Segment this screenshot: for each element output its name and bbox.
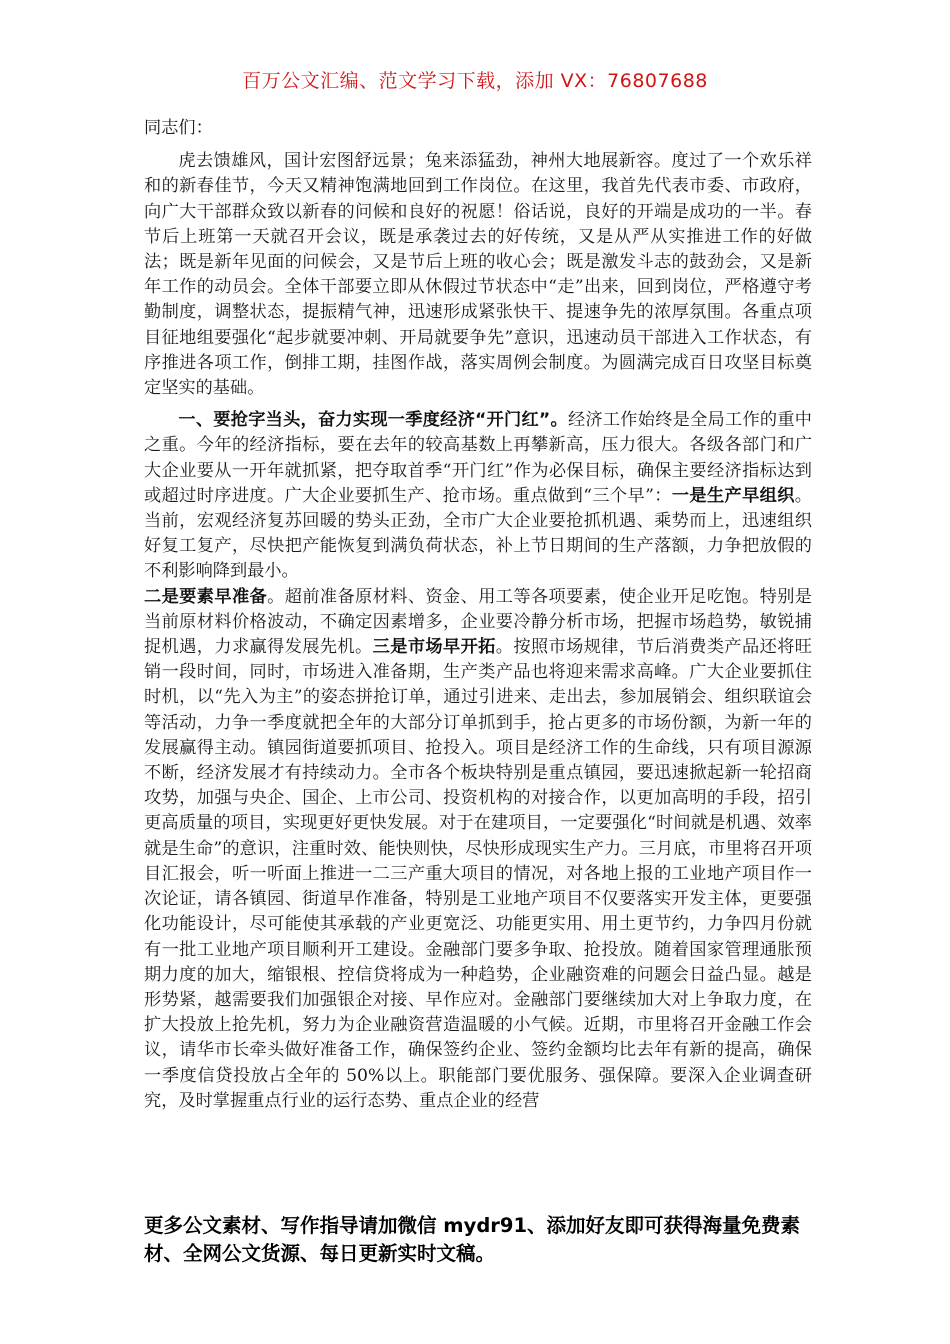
point-3-heading: 三是市场早开拓: [372, 637, 496, 658]
section-1-paragraph: [144, 408, 812, 1114]
greeting: 同志们：: [144, 118, 213, 138]
point-2-text: 。超前准备原材料、资金、用工等各项要素，使企业开足吃饱。特别是当前原材料价格波动，不确定因素增多，企业要冷静分析市场，把握市场趋势，敏锐捕捉机遇，力求赢得发展先机。: [144, 586, 812, 658]
point-3-text: 。按照市场规律，节后消费类产品还将旺销一段时间，同时，市场进入准备期，生产类产品也将迎来需求高峰。广大企业要抓住时机，以“先入为主”的姿态拼抢订单，通过引进来、走出去，参加展销会、组织联谊会等活动，力争一季度就把全年的大部分订单抓到手，抢占更多的市场份额，为新一年的发展赢得主动。镇园街道要抓项目、抢投入。项目是经济工作的生命线，只有项目源源不断，经济发展才有持续动力。全市各个板块特别是重点镇园，要迅速掀起新一轮招商攻势，加强与央企、国企、上市公司、投资机构的对接合作，以更加高明的手段，招引更高质量的项目，实现更好更快发展。对于在建项目，一定要强化“时间就是机遇、效率就是生命”的意识，注重时效、能快则快，尽快形成现实生产力。三月底，市里将召开项目汇报会，听一听面上推进一二三产重大项目的情况，对各地上报的工业地产项目作一次论证，请各镇园、街道早作准备，特别是工业地产项目不仅要落实开发主体，更要强化功能设计，尽可能使其承载的产业更宽泛、功能更实用、用土更节约，力争四月份就有一批工业地产项目顺利开工建设。金融部门要多争取、抢投放。随着国家管理通胀预期力度的加大，缩银根、控信贷将成为一种趋势，企业融资难的问题会日益凸显。越是形势紧，越需要我们加强银企对接、早作应对。金融部门要继续加大对上争取力度，在扩大投放上抢先机，努力为企业融资营造温暖的小气候。近期，市里将召开金融工作会议，请华市长牵头做好准备工作，确保签约企业、签约金额均比去年有新的提高，确保一季度信贷投放占全年的 50%以上。职能部门要优服务、强保障。要深入企业调查研究，及时掌握重点行业的运行态势、重点企业的经营: [144, 637, 812, 1111]
point-1-heading: 一是生产早组织: [671, 485, 795, 506]
section-1-text: 经济工作始终是全局工作的重中之重。今年的经济指标，要在去年的较高基数上再攀新高，压力很大。各级各部门和广大企业要从一开年就抓紧，把夺取首季“开门红”作为必保目标，确保主要经济指标达到或超过时序进度。广大企业要抓生产、抢市场。重点做到“三个早”：: [144, 410, 812, 506]
point-2-heading: 二是要素早准备: [144, 586, 268, 607]
header-banner: 百万公文汇编、范文学习下载，添加 VX：76807688: [242, 70, 708, 92]
document-body: [144, 116, 812, 1114]
section-1-heading: 一、要抢字当头，奋力实现一季度经济“开门红”。: [178, 410, 568, 431]
intro-paragraph: 虎去馈雄风，国计宏图舒远景；兔来添猛劲，神州大地展新容。度过了一个欢乐祥和的新春佳节，今天又精神饱满地回到工作岗位。在这里，我首先代表市委、市政府，向广大干部群众致以新春的问候和良好的祝愿！俗话说，良好的开端是成功的一半。春节后上班第一天就召开会议，既是承袭过去的好传统，又是从严从实推进工作的好做法；既是新年见面的问候会，又是节后上班的收心会；既是激发斗志的鼓劲会，又是新年工作的动员会。全体干部要立即从休假过节状态中“走”出来，回到岗位，严格遵守考勤制度，调整状态，提振精气神，迅速形成紧张快干、提速争先的浓厚氛围。各重点项目征地组要强化“起步就要冲刺、开局就要争先”意识，迅速动员干部进入工作状态，有序推进各项工作，倒排工期，挂图作战，落实周例会制度。为圆满完成百日攻坚目标奠定坚实的基础。: [144, 151, 812, 399]
footer-promo: 更多公文素材、写作指导请加微信 mydr91、添加好友即可获得海量免费素材、全网公文货源、每日更新实时文稿。: [144, 1214, 801, 1265]
point-1-text: 。当前，宏观经济复苏回暖的势头正劲，全市广大企业要抢抓机遇、乘势而上，迅速组织好复工复产，尽快把产能恢复到满负荷状态，补上节日期间的生产落额，力争把放假的不利影响降到最小。: [144, 485, 812, 582]
